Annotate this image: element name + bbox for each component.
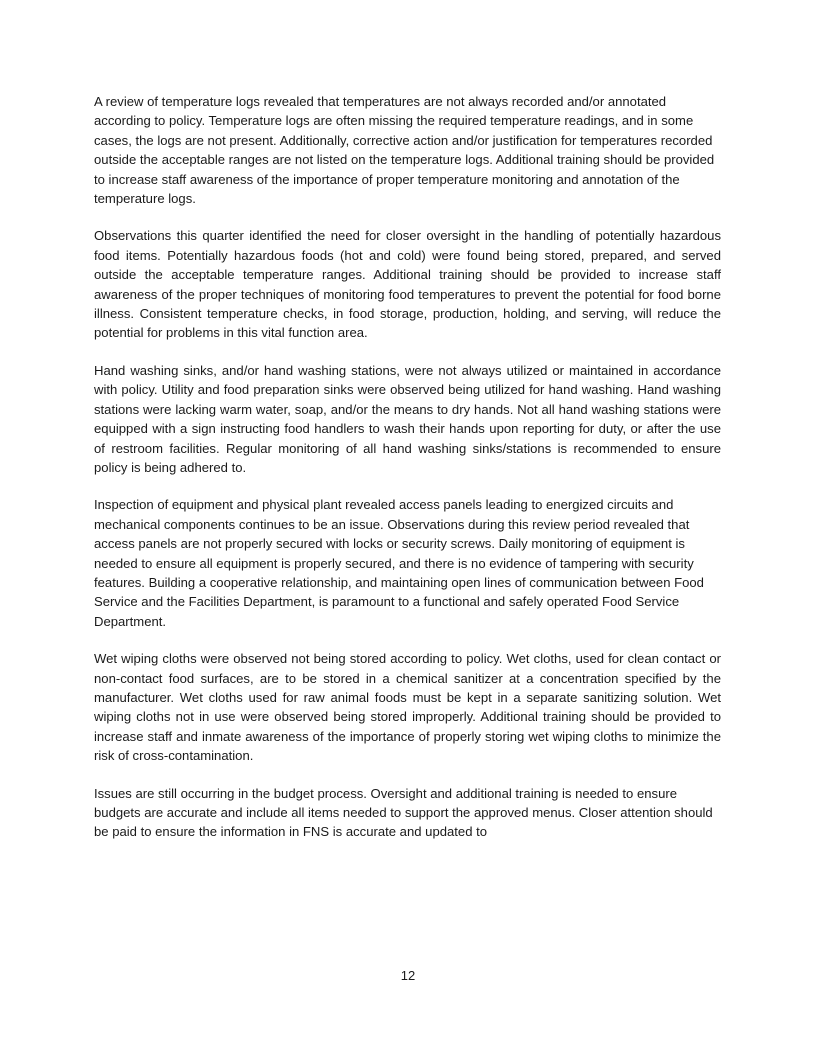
paragraph-equipment-inspection: Inspection of equipment and physical plant revealed access panels leading to energized circuits and mechanical components continues to be an issue. Observations during this review period revealed that access panels are not properly secured with locks or security screws. Daily monitoring of equipment is needed to ensure all equipment is properly secured, and there is no evidence of tampering with security features. Building a cooperative relationship, and maintaining open lines of communication between Food Service and the Facilities Department, is paramount to a functional and safely operated Food Service Department. bbox=[94, 497, 704, 629]
paragraph-wet-wiping-cloths: Wet wiping cloths were observed not being stored according to policy. Wet cloths, used for clean contact or non-contact food surfaces, are to be stored in a chemical sanitizer at a concentration specified by the manufacturer. Wet cloths used for raw animal foods must be kept in a separate sanitizing solution. Wet wiping cloths not in use were observed being stored improperly. Additional training should be provided to increase staff and inmate awareness of the importance of properly storing wet wiping cloths to minimize the risk of cross-contamination. bbox=[94, 651, 721, 764]
page-number: 12 bbox=[400, 968, 416, 983]
paragraph-hazardous-food-handling: Observations this quarter identified the need for closer oversight in the handling of potentially hazardous food items. Potentially hazardous foods (hot and cold) were found being stored, prepared, and served outside the acceptable temperature ranges. Additional training should be provided to increase staff awareness of the proper techniques of monitoring food temperatures to prevent the potential for food borne illness. Consistent temperature checks, in food storage, production, holding, and serving, will reduce the potential for problems in this vital function area. bbox=[94, 228, 721, 341]
paragraph-temperature-logs: A review of temperature logs revealed that temperatures are not always recorded and/or annotated according to policy. Temperature logs are often missing the required temperature readings, and in some cases, the logs are not present. Additionally, corrective action and/or justification for temperatures recorded outside the acceptable ranges are not listed on the temperature logs. Additional training should be provided to increase staff awareness of the importance of proper temperature monitoring and annotation of the temperature logs. bbox=[94, 94, 715, 207]
document-body bbox=[94, 92, 721, 860]
paragraph-budget-process: Issues are still occurring in the budget process. Oversight and additional training is needed to ensure budgets are accurate and include all items needed to support the approved menus. Closer attention should be paid to ensure the information in FNS is accurate and updated to bbox=[94, 785, 713, 840]
paragraph-hand-washing: Hand washing sinks, and/or hand washing stations, were not always utilized or maintained in accordance with policy. Utility and food preparation sinks were observed being utilized for hand washing. Hand washing stations were lacking warm water, soap, and/or the means to dry hands. Not all hand washing stations were equipped with a sign instructing food handlers to wash their hands upon reporting for duty, or after the use of restroom facilities. Regular monitoring of all hand washing sinks/stations is recommended to ensure policy is being adhered to. bbox=[94, 362, 721, 475]
